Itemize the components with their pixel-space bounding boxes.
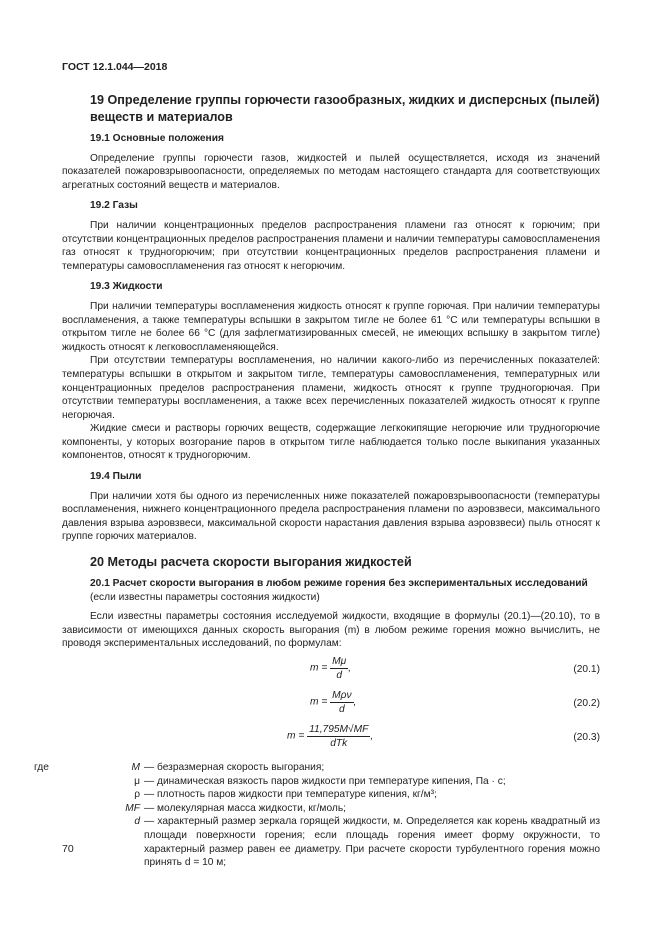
section-19-3-text-3: Жидкие смеси и растворы горючих веществ, содержащие легкокипящие негорючие или трудногорючие компоненты, у которых возгорание паров в открытом тигле наблюдается только после выкипания указанных компонентов, относят к трудногорючим. <box>62 423 600 462</box>
definition-text: — характерный размер зеркала горящей жидкости, м. Определяется как корень квадратный из площади поверхности горения; если площадь горения имеет форму окружности, то характерный размер равен ее диаметру. При расчете скорости турбулентного горения можно принять d = 10 м; <box>144 816 600 869</box>
section-19-4-title: 19.4 Пыли <box>90 471 142 483</box>
section-20-1-title-rest: (если известны параметры состояния жидкости) <box>90 591 320 603</box>
section-20-title: 20 Методы расчета скорости выгорания жидкостей <box>90 555 412 570</box>
definition-symbol: μ <box>134 775 140 787</box>
section-19-1-title: 19.1 Основные положения <box>90 133 224 144</box>
formula-20-2-numerator: Mρν <box>332 690 352 701</box>
formula-20-2-lhs: m = <box>310 696 328 708</box>
section-19-3-text-1: При наличии температуры воспламенения жидкость относят к группе горючая. При наличии температуры воспламенения, а также температуры вспышки в закрытом тигле не более 61 °С или температуры вспышки в открытом тигле не более 66 °С (для зафлегматизированных смесей, не имеющих вспышку в закрытом тигле) жидкость относят к легковоспламеняющейся. <box>62 300 600 353</box>
page-number: 70 <box>62 843 74 855</box>
definition-MF <box>62 802 600 816</box>
formula-20-1-number: (20.1) <box>573 664 600 675</box>
definition-rho <box>62 788 600 802</box>
formula-20-3-lhs: m = <box>287 730 305 742</box>
section-20-1-text: Если известны параметры состояния исследуемой жидкости, входящие в формулы (20.1)—(20.10), то в зависимости от имеющихся данных скорость выгорания (m) в любом режиме горения можно вычислить, не проводя экспериментальных исследований, по формулам: <box>62 611 600 650</box>
definition-text: — плотность паров жидкости при температуре кипения, кг/м³; <box>144 789 437 801</box>
definition-symbol: M <box>131 762 140 773</box>
formula-20-1-denominator: d <box>336 670 342 681</box>
running-header: ГОСТ 12.1.044—2018 <box>62 61 168 73</box>
formula-20-1-lhs: m = <box>310 662 328 674</box>
page-body <box>34 92 600 870</box>
section-19-2-title: 19.2 Газы <box>90 200 138 212</box>
formula-20-1-numerator: Mμ <box>332 656 347 667</box>
section-19-2-text: При наличии концентрационных пределов распространения пламени газ относят к горючим; при отсутствии концентрационных пределов распространения пламени и наличии температуры самовоспламенения газ относят к трудногорючим; при отсутствии концентрационных пределов распространения пламени и температуры самовоспламенения газ относят к негорючим. <box>62 219 600 272</box>
formula-20-3-numerator: 11,795M√MF <box>309 724 369 735</box>
section-19-3-title: 19.3 Жидкости <box>90 281 163 293</box>
definition-symbol: ρ <box>134 789 140 801</box>
definition-text: — безразмерная скорость выгорания; <box>144 762 325 773</box>
section-19-1-text: Определение группы горючести газов, жидкостей и пылей осуществляется, исходя из значений показателей пожаровзрывоопасности, определяемых по методам настоящего стандарта для соответствующих агрегатных состояний веществ и материалов. <box>62 152 600 191</box>
section-19-4-text: При наличии хотя бы одного из перечисленных ниже показателей пожаровзрывоопасности (температуры воспламенения, нижнего концентрационного предела распространения пламени по аэровзвеси, максимального давления взрыва аэровзвеси, максимальной скорости нарастания давления взрыва аэровзвеси) пыль относят к группе горючих материалов. <box>62 490 600 543</box>
formula-20-2-tail: , <box>353 697 357 709</box>
formula-20-2-number: (20.2) <box>573 698 600 709</box>
definition-mu <box>62 775 600 789</box>
definition-symbol: MF <box>125 802 140 814</box>
where-label: где <box>34 762 49 773</box>
formula-20-2-denominator: d <box>339 704 345 715</box>
section-19-title: 19 Определение группы горючести газообразных, жидких и дисперсных (пылей) веществ и материалов <box>90 93 600 124</box>
section-20-1-title-bold: 20.1 Расчет скорости выгорания в любом режиме горения без экспериментальных исследований <box>90 578 588 590</box>
formula-20-1-tail: , <box>348 663 352 675</box>
formula-20-1 <box>62 655 600 689</box>
formula-20-2 <box>62 689 600 723</box>
definition-text: — молекулярная масса жидкости, кг/моль; <box>144 802 346 814</box>
section-20-1-title <box>90 577 600 604</box>
definition-d <box>62 815 600 869</box>
formula-20-3-tail: , <box>370 731 374 743</box>
definition-symbol: d <box>134 816 140 828</box>
section-19-3-text-2: При отсутствии температуры воспламенения, но наличии какого-либо из перечисленных показателей: температуры вспышки в открытом и закрытом тигле, температуры самовоспламенения, температурных или концентрационных пределов распространения пламени, жидкость относят к группе трудногорючая. При отсутствии температуры воспламенения, а также всех перечисленных показателей жидкость относят к группе негорючая. <box>62 355 600 421</box>
symbol-definitions <box>34 761 600 870</box>
formula-20-3-denominator: dTk <box>330 738 348 749</box>
formula-20-3-number: (20.3) <box>573 732 600 743</box>
definition-M <box>62 761 600 775</box>
definition-text: — динамическая вязкость паров жидкости при температуре кипения, Па · с; <box>144 775 506 787</box>
formula-20-3 <box>62 723 600 757</box>
